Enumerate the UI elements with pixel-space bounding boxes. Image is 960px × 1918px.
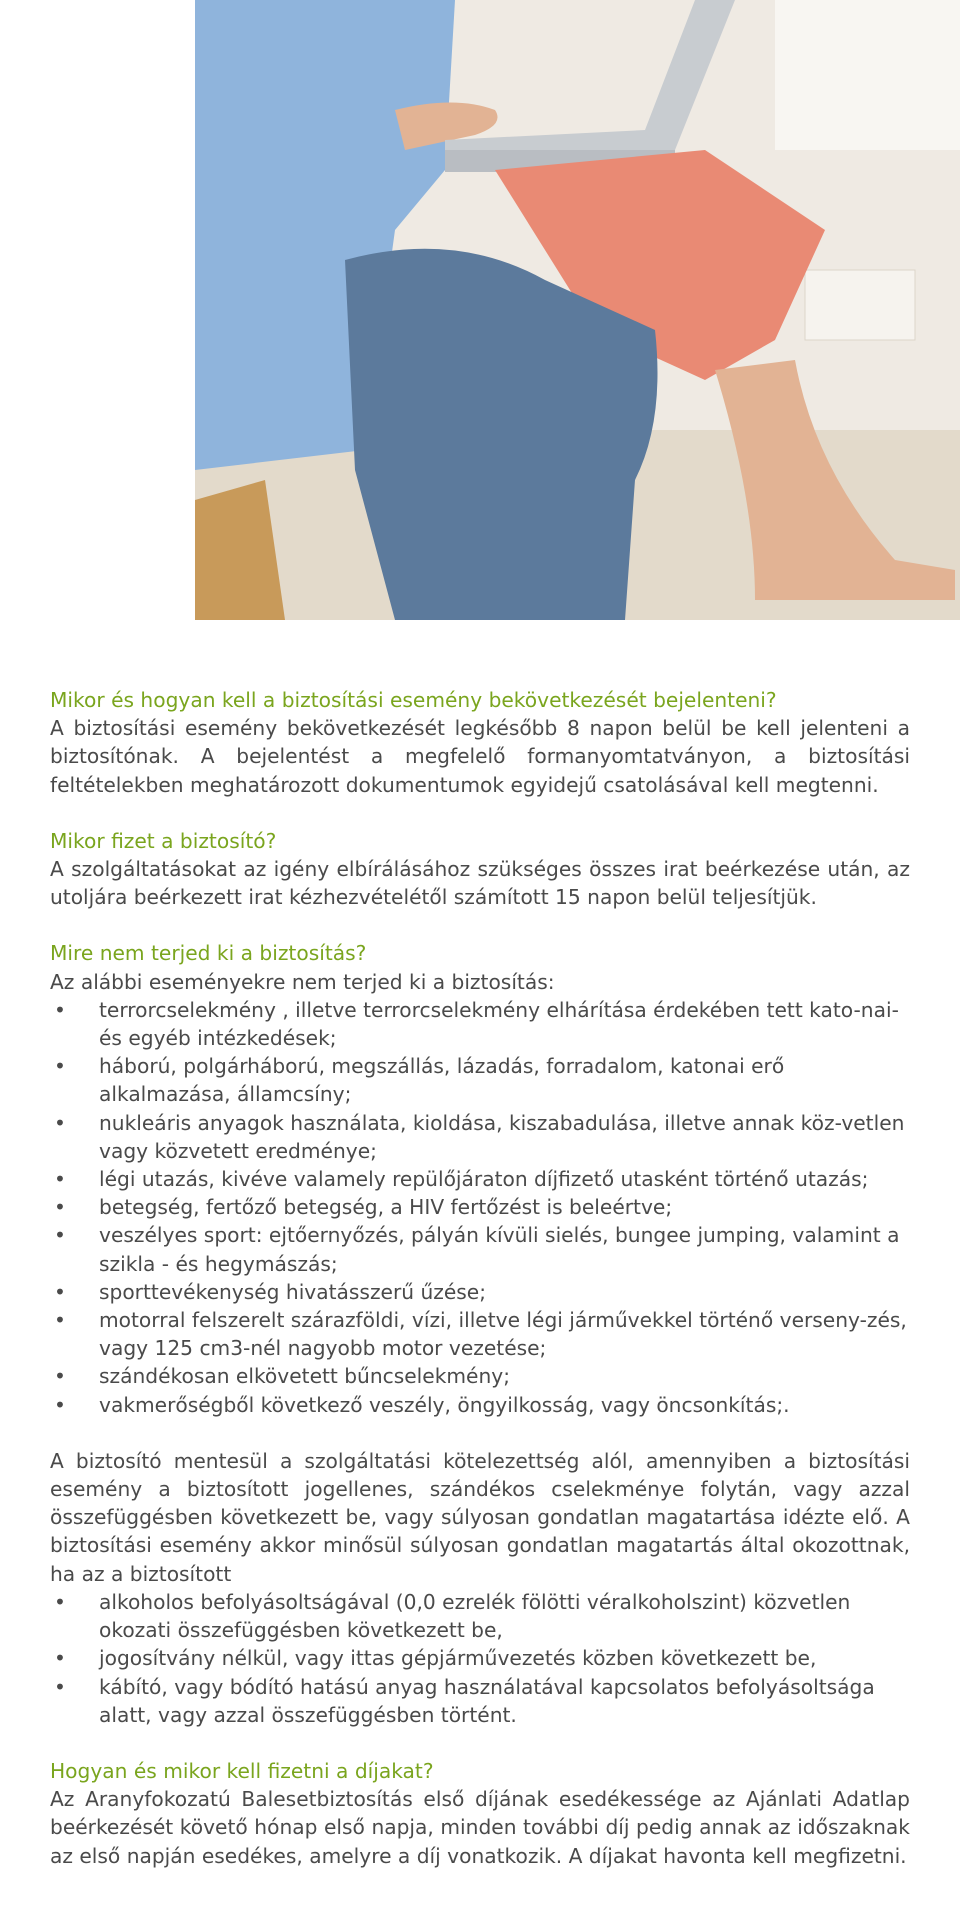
list-item: • motorral felszerelt szárazföldi, vízi, illetve légi járművekkel történő verseny-zés, vagy 125 cm3-nél nagyobb motor vezetése; (50, 1306, 910, 1362)
bullet-icon: • (54, 1364, 66, 1389)
bullet-icon: • (54, 1308, 66, 1333)
exclusions-list (50, 996, 910, 1419)
list-item: • nukleáris anyagok használata, kioldása, kiszabadulása, illetve annak köz-vetlen vagy közvetett eredménye; (50, 1109, 910, 1165)
bullet-icon: • (54, 1195, 66, 1220)
section-premiums (50, 1757, 910, 1870)
bullet-icon: • (54, 997, 66, 1022)
bullet-icon: • (54, 1392, 66, 1417)
list-item: • légi utazás, kivéve valamely repülőjáraton díjfizető utasként történő utazás; (50, 1165, 910, 1193)
section-title-premiums: Hogyan és mikor kell fizetni a díjakat? (50, 1758, 434, 1783)
main-content (50, 686, 910, 1898)
list-item: • háború, polgárháború, megszállás, lázadás, forradalom, katonai erő alkalmazása, államcsíny; (50, 1052, 910, 1108)
bullet-icon: • (54, 1589, 66, 1614)
list-item: • vakmerőségből következő veszély, öngyilkosság, vagy öncsonkítás;. (50, 1391, 910, 1419)
section-title-reporting: Mikor és hogyan kell a biztosítási esemény bekövetkezését bejelenteni? (50, 688, 777, 712)
list-item: • alkoholos befolyásoltságával (0,0 ezrelék fölötti véralkoholszint) közvetlen okozati összefüggésben következett be, (50, 1588, 910, 1644)
bullet-icon: • (54, 1167, 66, 1192)
list-item: • sporttevékenység hivatásszerű űzése; (50, 1278, 910, 1306)
bullet-icon: • (54, 1110, 66, 1135)
photo-illustration (195, 0, 960, 620)
list-item: • jogosítvány nélkül, vagy ittas gépjárművezetés közben következett be, (50, 1644, 910, 1672)
bullet-icon: • (54, 1279, 66, 1304)
list-item: • kábító, vagy bódító hatású anyag használatával kapcsolatos befolyásoltsága alatt, vagy azzal összefüggésben történt. (50, 1673, 910, 1729)
bullet-icon: • (54, 1646, 66, 1671)
section-payout (50, 827, 910, 912)
exclusions-intro: Az alábbi eseményekre nem terjed ki a biztosítás: (50, 969, 555, 994)
section-exemption (50, 1447, 910, 1729)
section-reporting (50, 686, 910, 799)
bullet-icon: • (54, 1674, 66, 1699)
list-item: • veszélyes sport: ejtőernyőzés, pályán kívüli sielés, bungee jumping, valamint a szikla - és hegymászás; (50, 1221, 910, 1277)
section-title-payout: Mikor fizet a biztosító? (50, 828, 277, 853)
section-body-premiums: Az Aranyfokozatú Balesetbiztosítás első díjának esedékessége az Ajánlati Adatlap beérkezését követő hónap első napja, minden további díj pedig annak az időszaknak az első napján esedékes, amelyre a díj vonatkozik. A díjakat havonta kell megfizetni. (50, 1787, 910, 1868)
list-item: • szándékosan elkövetett bűncselekmény; (50, 1362, 910, 1390)
child-with-laptop-photo (195, 0, 960, 620)
section-body-payout: A szolgáltatásokat az igény elbírálásához szükséges összes irat beérkezése után, az utoljára beérkezett irat kézhezvételétől számított 15 napon belül teljesítjük. (50, 857, 910, 910)
exemption-list (50, 1588, 910, 1729)
bullet-icon: • (54, 1054, 66, 1079)
list-item: • terrorcselekmény , illetve terrorcselekmény elhárítása érdekében tett kato-nai- és egyéb intézkedések; (50, 996, 910, 1052)
exemption-body: A biztosító mentesül a szolgáltatási kötelezettség alól, amennyiben a biztosítási esemény a biztosított jogellenes, szándékos cselekménye folytán, vagy azzal összefüggésben következett be, vagy súlyosan gondatlan magatartása idézte elő. A biztosítási esemény akkor minősül súlyosan gondatlan magatartás által okozottnak, ha az a biztosított (50, 1448, 910, 1586)
section-title-exclusions: Mire nem terjed ki a biztosítás? (50, 941, 367, 966)
list-item: • betegség, fertőző betegség, a HIV fertőzést is beleértve; (50, 1193, 910, 1221)
bullet-icon: • (54, 1223, 66, 1248)
section-exclusions (50, 939, 910, 1418)
section-body-reporting: A biztosítási esemény bekövetkezését legkésőbb 8 napon belül be kell jelenteni a biztosítónak. A bejelentést a megfelelő formanyomtatványon, a biztosítási feltételekben meghatározott dokumentumok egyidejű csatolásával kell megtenni. (50, 716, 910, 797)
